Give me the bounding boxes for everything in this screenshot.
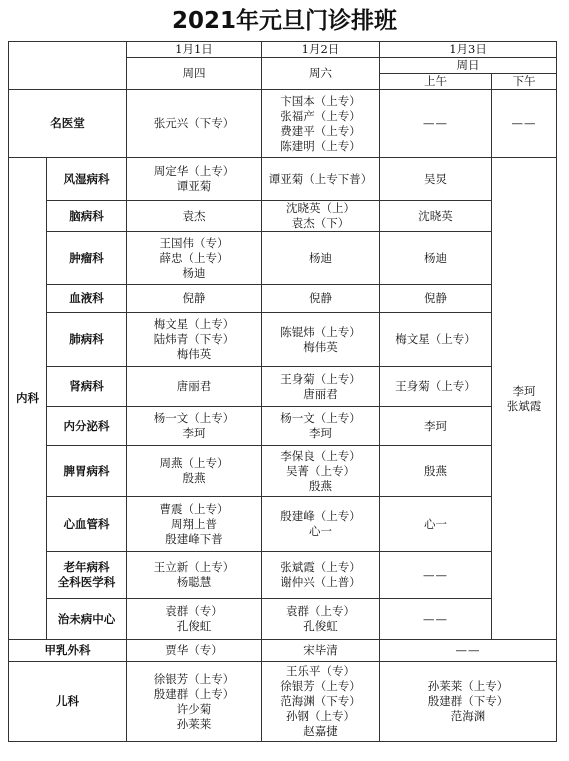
cell-line: 杨聪慧	[176, 575, 212, 589]
dept-name: 甲乳外科	[9, 640, 127, 662]
cell-line: 李珂	[309, 426, 332, 440]
cell-line: 吴炅	[424, 171, 447, 186]
cell-line: 卞国本（上专）	[280, 93, 361, 108]
day2-cell	[262, 599, 380, 640]
dept-name	[47, 285, 127, 313]
cell-line: 沈晓英	[418, 208, 453, 223]
page-title: 2021年元旦门诊排班	[171, 8, 397, 34]
row-neike-6	[9, 407, 557, 446]
cell-line: 梅文星（上专）	[153, 317, 235, 331]
cell-line: 全科医学科	[57, 575, 116, 589]
header-date-row	[9, 42, 557, 58]
cell-line: 唐丽君	[303, 386, 338, 401]
cell-line: 杨迪	[424, 250, 447, 265]
dept-name	[47, 446, 127, 497]
day3-am-cell: ——	[380, 599, 492, 640]
cell-line: 孙莱莱（上专）	[427, 679, 509, 693]
header-date-2: 1月2日	[262, 42, 380, 58]
day2-cell	[262, 232, 380, 285]
cell-line: 李珂	[424, 418, 447, 433]
cell-line: 谭亚菊	[176, 179, 212, 193]
cell-line: 李珂	[182, 426, 206, 440]
cell-line: 王身菊（上专）	[280, 371, 361, 386]
neike-pm-cell	[492, 158, 557, 640]
cell-line: 袁群（专）	[165, 604, 223, 618]
cell-line: 王国伟（专）	[159, 235, 229, 250]
cell-line: 张福产（上专）	[280, 108, 361, 123]
cell-line: 范海渊（下专）	[280, 694, 361, 708]
day1-cell	[127, 407, 262, 446]
row-neike-1	[9, 201, 557, 232]
cell-line: 陈锟炜（上专）	[280, 324, 361, 339]
day1-cell	[127, 201, 262, 232]
schedule-table	[8, 41, 557, 742]
cell-line: 陈建明（上专）	[280, 138, 361, 153]
cell-line: 袁杰（下）	[291, 216, 350, 230]
day3-am-cell	[380, 446, 492, 497]
cell-line: 心一	[309, 524, 332, 538]
cell-line: 杨迪	[182, 265, 206, 280]
cell-line: 范海渊	[450, 709, 486, 723]
cell-line: 殷燕	[182, 471, 206, 485]
day3-cell: ——	[380, 640, 557, 662]
cell-line: 薛忠（上专）	[159, 250, 229, 265]
row-jiaru	[9, 640, 557, 662]
day3-am-cell	[380, 285, 492, 313]
cell-line: 治未病中心	[57, 611, 116, 626]
cell-line: 梅伟英	[303, 339, 338, 354]
cell-line: 张斌霞（上专）	[280, 560, 361, 574]
cell-line: 张斌霞	[506, 398, 542, 413]
cell-line: 谢仲兴（上普）	[280, 575, 361, 589]
cell-line: 费建平（上专）	[280, 123, 361, 138]
day2-cell	[262, 407, 380, 446]
day3-pm-cell: ——	[492, 90, 557, 158]
cell-line: 杨一文（上专）	[153, 411, 235, 425]
day1-cell	[127, 599, 262, 640]
day1-cell	[127, 662, 262, 742]
dept-name: 儿科	[9, 662, 127, 742]
cell-line: 梅文星（上专）	[395, 332, 476, 346]
cell-line: 风湿病科	[63, 171, 110, 186]
row-neike-9	[9, 552, 557, 599]
day3-am-cell	[380, 497, 492, 552]
day1-cell	[127, 367, 262, 407]
day1-cell	[127, 446, 262, 497]
header-am: 上午	[380, 74, 492, 90]
day2-cell	[262, 313, 380, 367]
day1-cell	[127, 90, 262, 158]
cell-line: 倪静	[182, 291, 206, 305]
day2-cell	[262, 367, 380, 407]
cell-line: 吴菁（上专）	[286, 463, 355, 478]
day3-am-cell	[380, 158, 492, 201]
day3-am-cell	[380, 201, 492, 232]
cell-line: 周定华（上专）	[153, 164, 235, 178]
day3-am-cell: ——	[380, 90, 492, 158]
cell-line: 王立新（上专）	[153, 560, 235, 574]
cell-line: 肺病科	[69, 332, 104, 346]
cell-line: 赵嘉捷	[303, 724, 338, 738]
row-neike-8	[9, 497, 557, 552]
day1-cell	[127, 640, 262, 662]
cell-line: 杨迪	[309, 250, 332, 265]
day2-cell	[262, 662, 380, 742]
dept-name	[47, 407, 127, 446]
cell-line: 内分泌科	[63, 418, 110, 433]
cell-line: 殷建峰下普	[165, 531, 223, 546]
schedule-body	[9, 42, 557, 742]
dept-name	[47, 313, 127, 367]
row-neike-0	[9, 158, 557, 201]
cell-line: 许少菊	[176, 701, 212, 716]
cell-line: 殷建峰（上专）	[280, 509, 361, 523]
cell-line: 周翔上普	[171, 516, 217, 531]
header-date-3: 1月3日	[380, 42, 557, 58]
row-neike-7	[9, 446, 557, 497]
cell-line: 唐丽君	[176, 379, 212, 393]
cell-line: 杨一文（上专）	[280, 411, 361, 425]
cell-line: 张元兴（下专）	[153, 116, 235, 130]
cell-line: 李保良（上专）	[280, 448, 361, 463]
header-weekday-2: 周六	[262, 58, 380, 90]
cell-line: 陆炜青（下专）	[153, 332, 235, 346]
cell-line: 血液科	[69, 291, 104, 305]
cell-line: 李珂	[512, 383, 536, 398]
cell-line: 殷建群（上专）	[153, 686, 235, 701]
day1-cell	[127, 158, 262, 201]
dept-name	[47, 232, 127, 285]
row-neike-10	[9, 599, 557, 640]
row-mingyitang	[9, 90, 557, 158]
day3-am-cell	[380, 407, 492, 446]
day2-cell	[262, 497, 380, 552]
day3-am-cell	[380, 313, 492, 367]
cell-line: 梅伟英	[176, 347, 212, 361]
day1-cell	[127, 552, 262, 599]
cell-line: 倪静	[309, 291, 332, 305]
cell-line: 宋毕清	[303, 643, 338, 657]
cell-line: 徐银芳（上专）	[153, 671, 235, 686]
day3-am-cell	[380, 367, 492, 407]
cell-line: 孙莱莱	[176, 716, 212, 731]
cell-line: 曹震（上专）	[159, 501, 229, 516]
cell-line: 袁杰	[182, 208, 206, 223]
day3-cell	[380, 662, 557, 742]
cell-line: 肿瘤科	[69, 250, 104, 265]
day1-cell	[127, 497, 262, 552]
header-weekday-3: 周日	[380, 58, 557, 74]
cell-line: 殷建群（下专）	[427, 694, 509, 708]
cell-line: 殷燕	[309, 478, 332, 493]
cell-line: 老年病科	[63, 560, 110, 574]
row-erke	[9, 662, 557, 742]
cell-line: 沈晓英（上）	[286, 201, 355, 215]
cell-line: 肾病科	[69, 379, 104, 393]
day2-cell	[262, 640, 380, 662]
cell-line: 孔俊虹	[176, 619, 212, 633]
dept-name	[47, 552, 127, 599]
row-neike-2	[9, 232, 557, 285]
cell-line: 周燕（上专）	[159, 456, 229, 470]
cell-line: 殷燕	[424, 463, 447, 478]
day2-cell	[262, 90, 380, 158]
day3-am-cell: ——	[380, 552, 492, 599]
cell-line: 贾华（专）	[165, 643, 223, 657]
cell-line: 孔俊虹	[303, 619, 338, 633]
cell-line: 谭亚菊（上专下普）	[268, 171, 373, 186]
dept-name	[47, 367, 127, 407]
cell-line: 徐银芳（上专）	[280, 679, 361, 693]
dept-name	[47, 599, 127, 640]
cell-line: 心一	[424, 516, 447, 531]
day1-cell	[127, 313, 262, 367]
day1-cell	[127, 232, 262, 285]
dept-name	[47, 497, 127, 552]
cell-line: 袁群（上专）	[286, 604, 355, 618]
dept-name	[47, 201, 127, 232]
cell-line: 孙钢（上专）	[286, 709, 355, 723]
day2-cell	[262, 446, 380, 497]
day2-cell	[262, 285, 380, 313]
cell-line: 王乐平（专）	[286, 664, 355, 678]
cell-line: 倪静	[424, 291, 447, 305]
dept-name: 名医堂	[9, 90, 127, 158]
cell-line: 心血管科	[63, 516, 110, 531]
header-corner	[9, 42, 127, 90]
day2-cell	[262, 201, 380, 232]
header-pm: 下午	[492, 74, 557, 90]
neike-label: 内科	[9, 158, 47, 640]
dept-name	[47, 158, 127, 201]
day2-cell	[262, 158, 380, 201]
cell-line: 脑病科	[69, 208, 104, 223]
header-weekday-1: 周四	[127, 58, 262, 90]
header-date-1: 1月1日	[127, 42, 262, 58]
cell-line: 王身菊（上专）	[395, 379, 476, 393]
day2-cell	[262, 552, 380, 599]
row-neike-5	[9, 367, 557, 407]
row-neike-4	[9, 313, 557, 367]
day1-cell	[127, 285, 262, 313]
row-neike-3	[9, 285, 557, 313]
day3-am-cell	[380, 232, 492, 285]
cell-line: 脾胃病科	[63, 463, 110, 478]
